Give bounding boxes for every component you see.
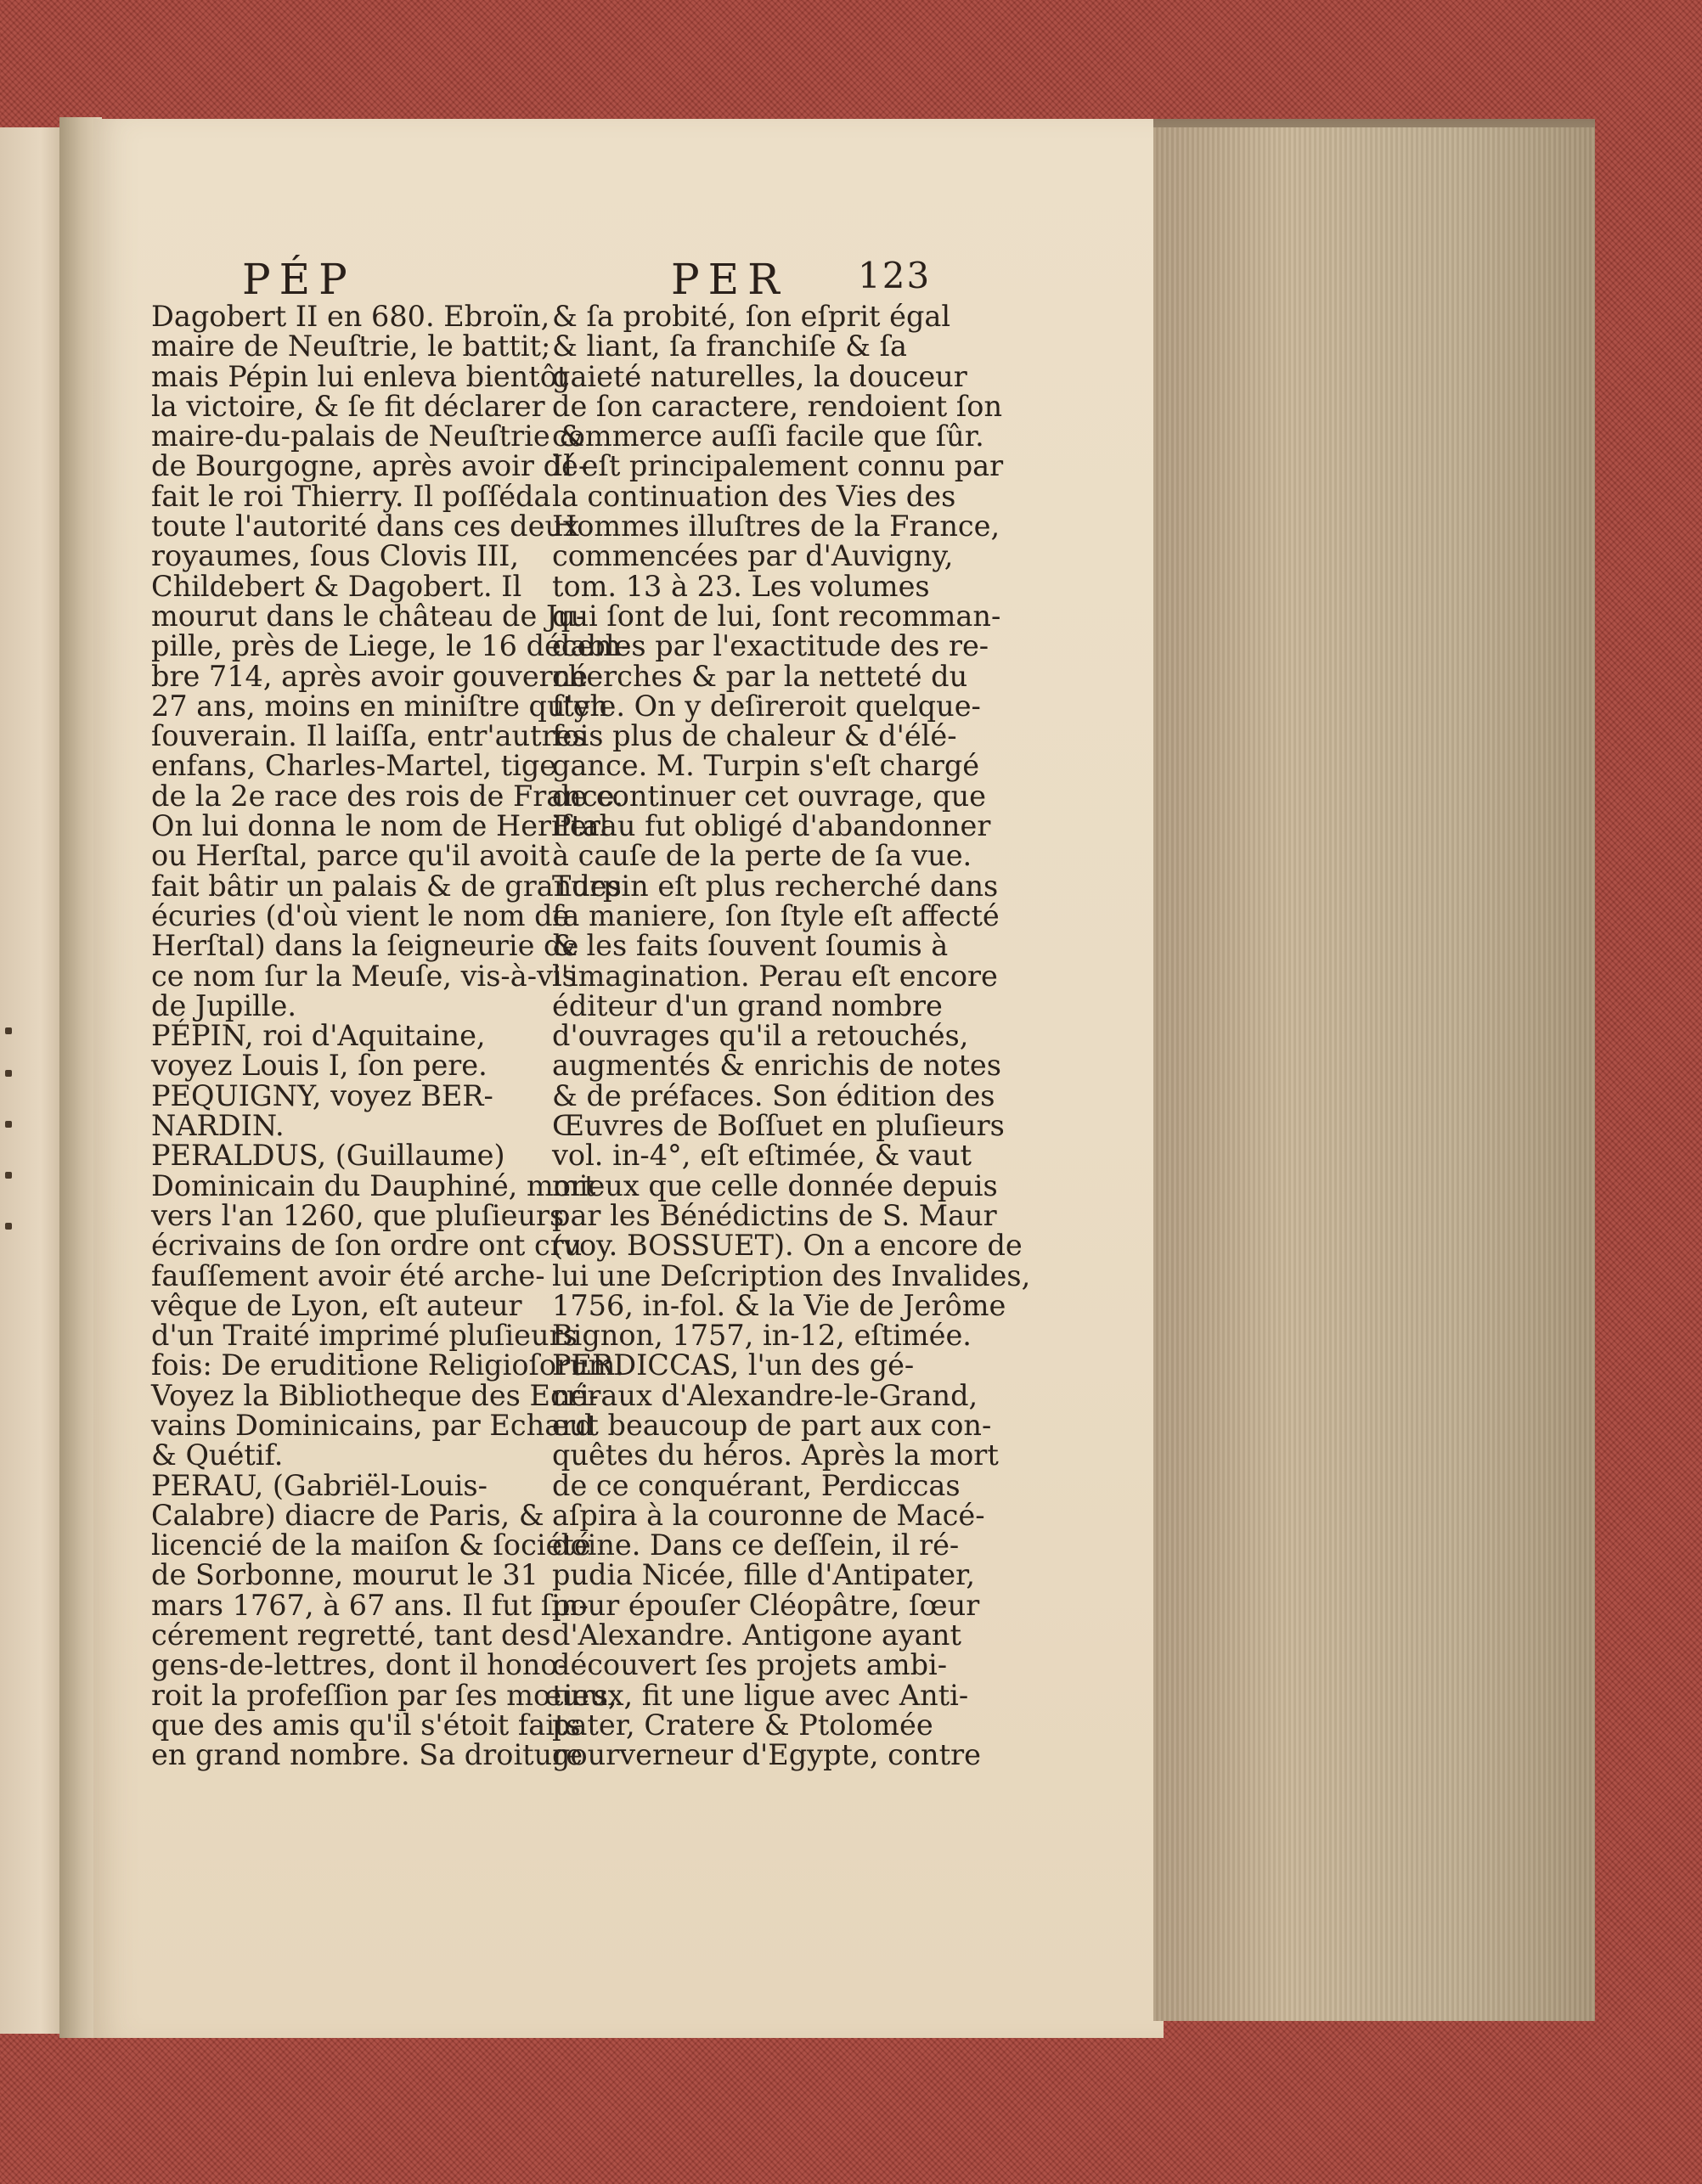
text-line: néraux d'Alexandre-le-Grand, <box>552 1378 978 1412</box>
text-line: PERDICCAS, l'un des gé- <box>552 1348 915 1382</box>
text-line: ſouverain. Il laiſſa, entr'autres <box>151 719 587 753</box>
text-line: Calabre) diacre de Paris, & <box>151 1498 544 1532</box>
text-line: gens-de-lettres, dont il hono- <box>151 1648 567 1682</box>
text-line: enfans, Charles-Martel, tige <box>151 749 557 783</box>
text-line: royaumes, ſous Clovis III, <box>151 539 520 573</box>
text-line: Il eſt principalement connu par <box>552 449 1004 483</box>
left-page-mark <box>5 1121 12 1128</box>
left-page-mark <box>5 1070 12 1077</box>
text-line: écuries (d'où vient le nom de <box>151 898 570 932</box>
text-line: fois plus de chaleur & d'élé- <box>552 719 957 753</box>
text-line: PEQUIGNY, voyez BER- <box>151 1078 493 1112</box>
text-line: dables par l'exactitude des re- <box>552 629 989 663</box>
text-line: & Quétif. <box>151 1438 284 1472</box>
text-line: vers l'an 1260, que pluſieurs <box>151 1198 565 1232</box>
text-line: quêtes du héros. Après la mort <box>552 1438 999 1472</box>
text-line: & les faits ſouvent ſoumis à <box>552 929 949 963</box>
text-line: de ce conquérant, Perdiccas <box>552 1468 961 1502</box>
text-line: l'imagination. Perau eſt encore <box>552 959 998 993</box>
text-line: maire de Neuſtrie, le battit; <box>151 329 551 363</box>
text-line: eut beaucoup de part aux con- <box>552 1408 992 1442</box>
text-line: pille, près de Liege, le 16 décem- <box>151 629 631 663</box>
page-block-edge <box>1153 127 1595 2021</box>
text-column-left <box>151 300 631 1772</box>
running-head-right: PER <box>671 255 788 304</box>
text-line: tom. 13 à 23. Les volumes <box>552 569 930 603</box>
text-line: cherches & par la netteté du <box>552 659 968 693</box>
text-line: mais Pépin lui enleva bientôt <box>151 359 569 393</box>
text-line: augmentés & enrichis de notes <box>552 1049 1001 1083</box>
text-line: ce nom ſur la Meuſe, vis-à-vis <box>151 959 577 993</box>
text-line: pater, Cratere & Ptolomée <box>552 1708 933 1742</box>
text-line: vol. in-4°, eſt eſtimée, & vaut <box>552 1139 972 1173</box>
left-page-mark <box>5 1223 12 1230</box>
text-line: On lui donna le nom de Heriſtal <box>151 809 609 843</box>
text-line: PERALDUS, (Guillaume) <box>151 1139 505 1173</box>
text-line: fois: De eruditione Religioſorum. <box>151 1348 625 1382</box>
text-line: pour épouſer Cléopâtre, ſœur <box>552 1588 980 1622</box>
text-line: la victoire, & ſe fit déclarer <box>151 389 545 423</box>
text-line: mars 1767, à 67 ans. Il fut ſin- <box>151 1588 589 1622</box>
text-line: NARDIN. <box>151 1109 285 1143</box>
text-line: la continuation des Vies des <box>552 479 956 513</box>
text-line: lui une Deſcription des Invalides, <box>552 1258 1031 1292</box>
text-line: bre 714, après avoir gouverné <box>151 659 589 693</box>
text-line: découvert ſes projets ambi- <box>552 1648 948 1682</box>
text-line: & de préfaces. Son édition des <box>552 1078 995 1112</box>
text-line: Hommes illuſtres de la France, <box>552 509 1000 543</box>
text-line: 27 ans, moins en miniſtre qu'en <box>151 689 609 723</box>
text-line: fauſſement avoir été arche- <box>151 1258 545 1292</box>
text-line: de Jupille. <box>151 988 296 1022</box>
text-line: fait bâtir un palais & de grandes <box>151 869 622 903</box>
text-line: vêque de Lyon, eſt auteur <box>151 1288 522 1322</box>
text-line: fait le roi Thierry. Il poſſéda <box>151 479 551 513</box>
text-line: Childebert & Dagobert. Il <box>151 569 522 603</box>
text-line: PÉPIN, roi d'Aquitaine, <box>151 1019 486 1053</box>
text-line: licencié de la maiſon & ſociété <box>151 1528 591 1562</box>
text-line: gance. M. Turpin s'eſt chargé <box>552 749 980 783</box>
text-line: & ſa probité, ſon eſprit égal <box>552 300 951 333</box>
text-line: Œuvres de Boſſuet en pluſieurs <box>552 1109 1005 1143</box>
text-line: par les Bénédictins de S. Maur <box>552 1198 997 1232</box>
text-line: ou Herſtal, parce qu'il avoit <box>151 839 550 873</box>
left-page-mark <box>5 1172 12 1179</box>
left-page-mark <box>5 1027 12 1034</box>
text-line: Voyez la Bibliotheque des Ecri- <box>151 1378 599 1412</box>
text-line: vains Dominicains, par Echard <box>151 1408 594 1442</box>
text-line: ſtyle. On y deſireroit quelque- <box>552 689 981 723</box>
page-number: 123 <box>858 255 932 296</box>
text-line: voyez Louis I, ſon pere. <box>151 1049 487 1083</box>
text-line: en grand nombre. Sa droiture <box>151 1738 583 1772</box>
text-line: de la 2e race des rois de France. <box>151 779 624 813</box>
running-head-left: PÉP <box>242 255 356 304</box>
text-column-right <box>552 300 1031 1772</box>
text-line: de Bourgogne, après avoir dé- <box>151 449 589 483</box>
text-line: tieux, fit une ligue avec Anti- <box>552 1678 969 1712</box>
text-line: Perau fut obligé d'abandonner <box>552 809 991 843</box>
text-line: & liant, ſa franchiſe & ſa <box>552 329 907 363</box>
text-line: Herſtal) dans la ſeigneurie de <box>151 929 579 963</box>
text-line: aſpira à la couronne de Macé- <box>552 1498 985 1532</box>
text-line: mourut dans le château de Ju- <box>151 599 586 633</box>
text-line: mieux que celle donnée depuis <box>552 1168 998 1202</box>
text-line: écrivains de ſon ordre ont cru <box>151 1229 583 1263</box>
text-line: de continuer cet ouvrage, que <box>552 779 987 813</box>
text-line: gaieté naturelles, la douceur <box>552 359 967 393</box>
text-line: Dominicain du Dauphiné, mort <box>151 1168 596 1202</box>
text-line: d'Alexandre. Antigone ayant <box>552 1618 961 1652</box>
text-line: gourverneur d'Egypte, contre <box>552 1738 981 1772</box>
text-line: d'un Traité imprimé pluſieurs <box>151 1319 578 1353</box>
text-line: 1756, in-fol. & la Vie de Jerôme <box>552 1288 1006 1322</box>
text-line: maire-du-palais de Neuſtrie & <box>151 419 585 453</box>
left-page-edge <box>0 127 68 2034</box>
text-line: Bignon, 1757, in-12, eſtimée. <box>552 1319 972 1353</box>
text-line: à cauſe de la perte de ſa vue. <box>552 839 972 873</box>
text-line: qui ſont de lui, ſont recomman- <box>552 599 1001 633</box>
text-line: PERAU, (Gabriël-Louis- <box>151 1468 487 1502</box>
text-line: commerce auſſi facile que ſûr. <box>552 419 984 453</box>
text-line: de Sorbonne, mourut le 31 <box>151 1558 538 1592</box>
text-line: éditeur d'un grand nombre <box>552 988 943 1022</box>
text-line: que des amis qu'il s'étoit faits <box>151 1708 581 1742</box>
text-line: ſa maniere, ſon ſtyle eſt affecté <box>552 898 1000 932</box>
text-line: Turpin eſt plus recherché dans <box>552 869 999 903</box>
text-line: d'ouvrages qu'il a retouchés, <box>552 1019 969 1053</box>
text-line: cérement regretté, tant des <box>151 1618 551 1652</box>
text-line: de ſon caractere, rendoient ſon <box>552 389 1003 423</box>
text-line: commencées par d'Auvigny, <box>552 539 954 573</box>
text-line: toute l'autorité dans ces deux <box>151 509 579 543</box>
text-line: Dagobert II en 680. Ebroïn, <box>151 300 550 333</box>
text-line: roit la profeſſion par ſes mœurs, <box>151 1678 617 1712</box>
text-line: (voy. BOSSUET). On a encore de <box>552 1229 1023 1263</box>
text-line: doine. Dans ce deſſein, il ré- <box>552 1528 960 1562</box>
text-line: pudia Nicée, fille d'Antipater, <box>552 1558 976 1592</box>
